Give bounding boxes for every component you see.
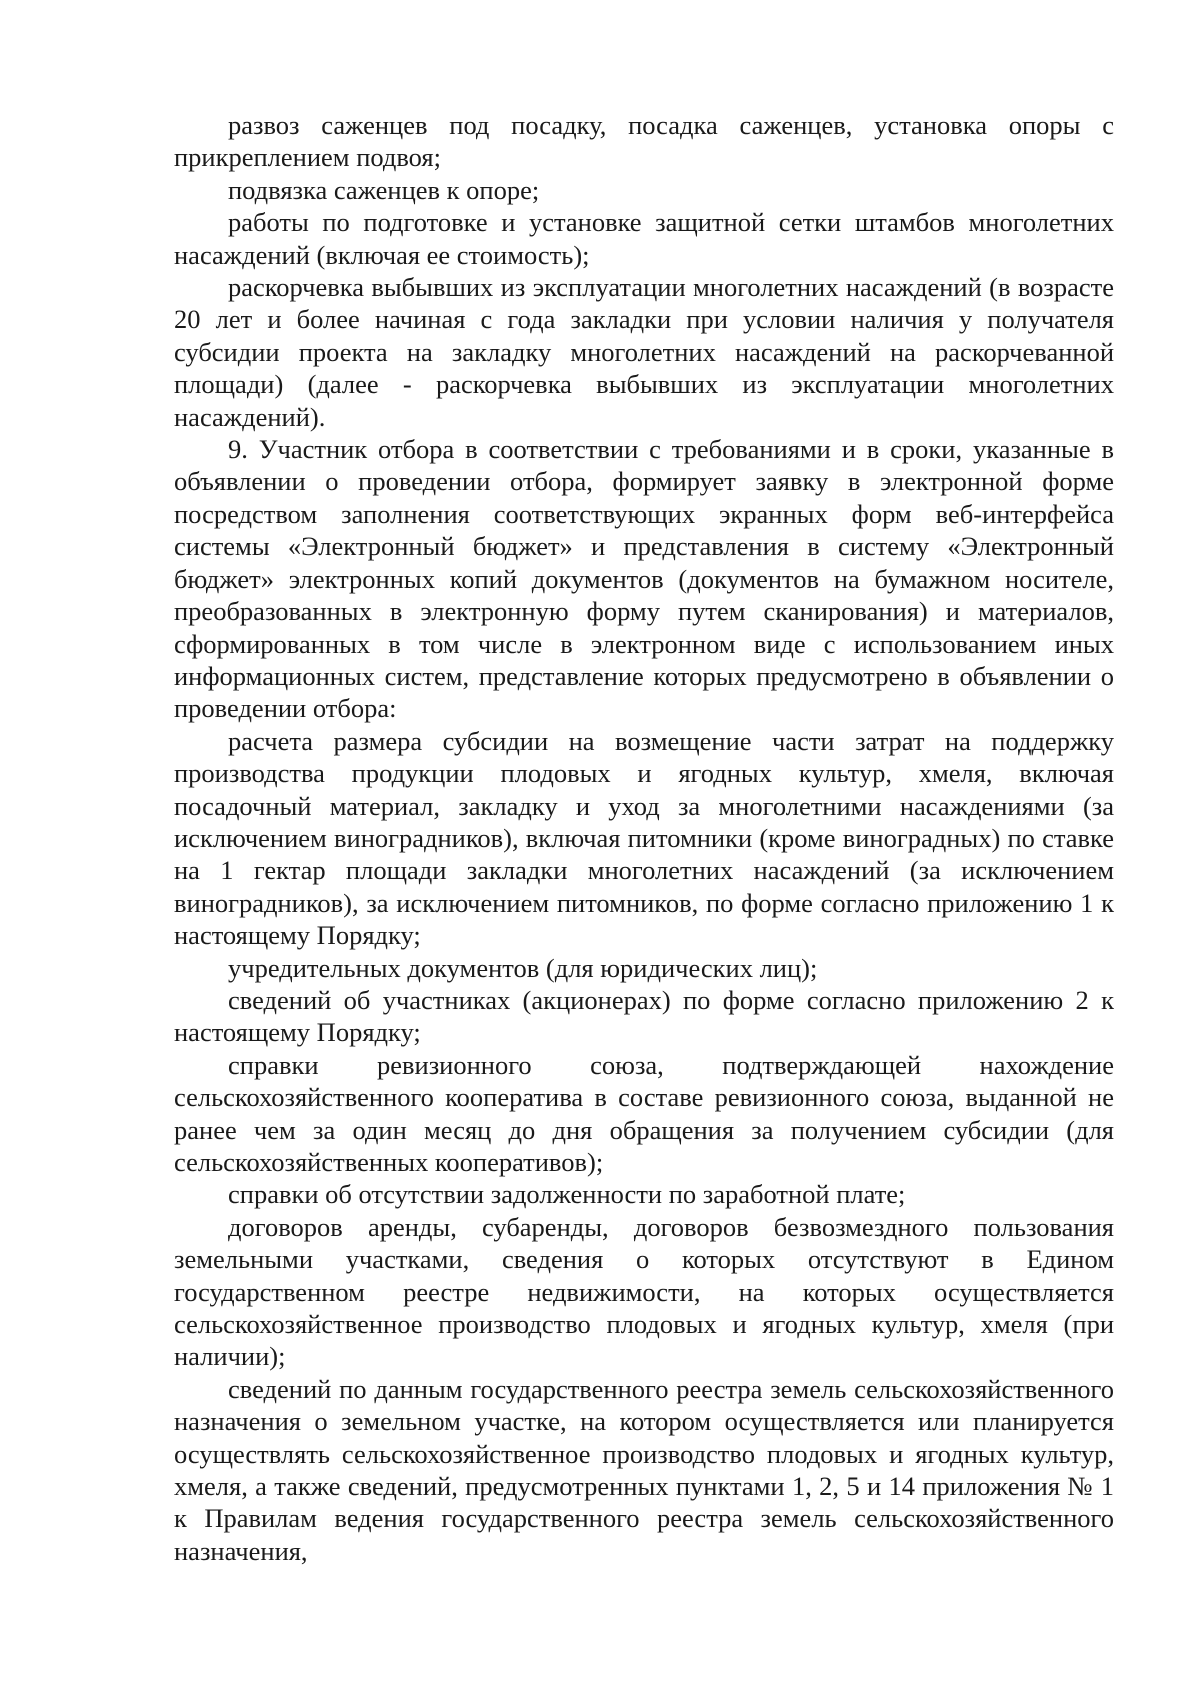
paragraph-no-wage-arrears: справки об отсутствии задолженности по заработной плате; — [228, 1179, 906, 1210]
paragraph-subsidy-calculation: расчета размера субсидии на возмещение части затрат на поддержку производства продукции плодовых и ягодных культур, хмеля, включая посадочный материал, закладку и уход за многолетними насаждениями (за исключением виноградников), включая питомники (кроме виноградных) по ставке на 1 гектар площади закладки многолетних насаждений (за исключением виноградников), за исключением питомников, по форме согласно приложению 1 к настоящему Порядку; — [174, 725, 1114, 951]
paragraph-seedling-delivery: развоз саженцев под посадку, посадка саженцев, установка опоры с прикреплением подвоя; — [174, 110, 1114, 173]
paragraph-land-registry-info: сведений по данным государственного реестра земель сельскохозяйственного назначения о земельном участке, на котором осуществляется или планируется осуществлять сельскохозяйственное производство плодовых и ягодных культур, хмеля, а также сведений, предусмотренных пунктами 1, 2, 5 и 14 приложения № 1 к Правилам ведения государственного реестра земель сельскохозяйственного назначения, — [174, 1373, 1114, 1566]
document-body — [174, 109, 1114, 1567]
paragraph-seedling-tying: подвязка саженцев к опоре; — [228, 174, 540, 205]
paragraph-founding-documents: учредительных документов (для юридических лиц); — [228, 952, 818, 983]
paragraph-lease-agreements: договоров аренды, субаренды, договоров безвозмездного пользования земельными участками, сведения о которых отсутствуют в Едином государственном реестре недвижимости, на которых осуществляется сельскохозяйственное производство плодовых и ягодных культур, хмеля (при наличии); — [174, 1211, 1114, 1372]
paragraph-uprooting: раскорчевка выбывших из эксплуатации многолетних насаждений (в возрасте 20 лет и более начиная с года закладки при условии наличия у получателя субсидии проекта на закладку многолетних насаждений на раскорчеванной площади) (далее - раскорчевка выбывших из эксплуатации многолетних насаждений). — [174, 272, 1114, 432]
paragraph-protective-net: работы по подготовке и установке защитной сетки штамбов многолетних насаждений (включая ее стоимость); — [174, 207, 1114, 270]
paragraph-item-9-application: 9. Участник отбора в соответствии с требованиями и в сроки, указанные в объявлении о проведении отбора, формирует заявку в электронной форме посредством заполнения соответствующих экранных форм веб-интерфейса системы «Электронный бюджет» и представления в систему «Электронный бюджет» электронных копий документов (документов на бумажном носителе, преобразованных в электронную форму путем сканирования) и материалов, сформированных в том числе в электронном виде с использованием иных информационных систем, представление которых предусмотрено в объявлении о проведении отбора: — [174, 434, 1114, 724]
paragraph-audit-union-certificate: справки ревизионного союза, подтверждающей нахождение сельскохозяйственного кооператива в составе ревизионного союза, выданной не ранее чем за один месяц до дня обращения за получением субсидии (для сельскохозяйственных кооперативов); — [174, 1049, 1114, 1177]
paragraph-shareholders-info: сведений об участниках (акционерах) по форме согласно приложению 2 к настоящему Порядку; — [174, 984, 1114, 1048]
